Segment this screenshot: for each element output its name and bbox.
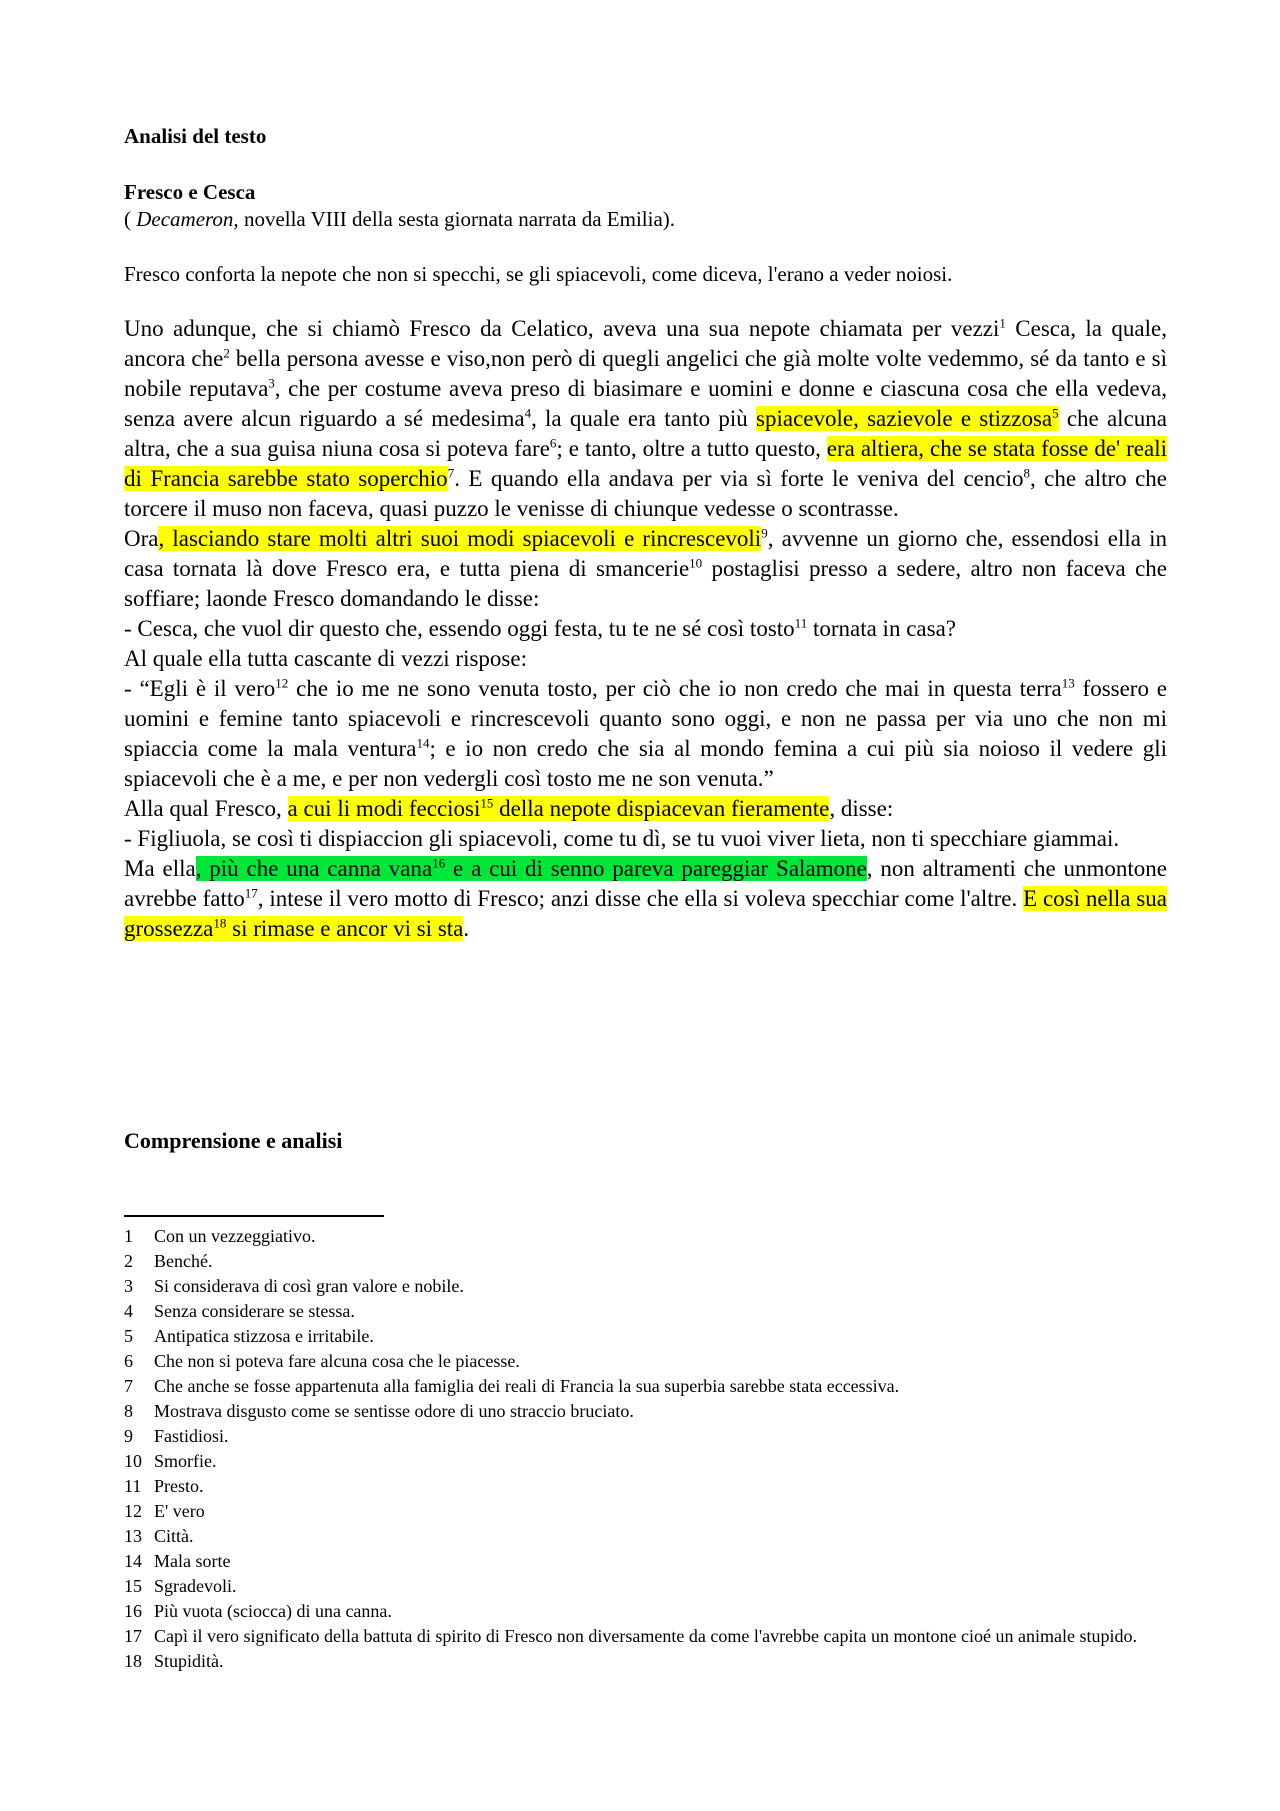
- footnote-number: 12: [124, 1501, 142, 1521]
- text-run: tornata in casa?: [807, 616, 956, 641]
- text-run: che io me ne sono venuta tosto, per ciò che io non credo che mai in questa terra: [288, 676, 1062, 701]
- text-run: , più che una canna vana: [195, 856, 433, 881]
- novella-text: [124, 314, 1167, 944]
- text-run: fossero e uomini e femine tanto spiacevoli e rincrescevoli quanto sono oggi, e non ne passa per via uno che non mi spiaccia come la mala ventura: [124, 676, 1167, 761]
- paragraph-2: [124, 524, 1167, 614]
- footnote-item: [124, 1499, 1167, 1524]
- footnote-number: 13: [124, 1526, 142, 1546]
- footnote-item: [124, 1574, 1167, 1599]
- footnote-ref: 15: [480, 795, 494, 811]
- text-run: Cesca, la quale, ancora che: [124, 316, 1167, 371]
- footnote-text: Stupidità.: [154, 1651, 224, 1671]
- text-run: , la quale era tanto più: [531, 406, 757, 431]
- page-heading: Analisi del testo: [124, 124, 267, 148]
- footnote-number: 9: [124, 1426, 133, 1446]
- text-run: , disse:: [829, 796, 894, 821]
- footnote-text: Presto.: [154, 1476, 204, 1496]
- footnote-separator: [124, 1215, 384, 1217]
- footnote-ref: 3: [268, 375, 275, 391]
- text-run: che alcuna altra, che a sua guisa niuna cosa si poteva fare: [124, 406, 1167, 461]
- yellow-highlight: era altiera, che se stata fosse de' reali di Francia sarebbe stato soperchio: [124, 436, 1167, 491]
- text-run: , non altramenti che unmontone avrebbe fatto: [124, 856, 1167, 911]
- text-run: Uno adunque, che si chiamò Fresco da Celatico, aveva una sua nepote chiamata per vezzi: [124, 316, 1000, 341]
- footnote-text: Sgradevoli.: [154, 1576, 237, 1596]
- yellow-highlight: [288, 796, 830, 821]
- text-run: postaglisi presso a sedere, altro non faceva che soffiare; laonde Fresco domandando le disse:: [124, 556, 1167, 611]
- footnote-ref: 11: [794, 615, 808, 631]
- footnote-number: 5: [124, 1326, 133, 1346]
- footnote-item: [124, 1249, 1167, 1274]
- story-title: Fresco e Cesca: [124, 180, 256, 204]
- paragraph-8: [124, 854, 1167, 944]
- footnote-item: [124, 1424, 1167, 1449]
- text-run: - “Egli è il vero: [124, 676, 276, 701]
- footnote-item: [124, 1349, 1167, 1374]
- yellow-highlight: , lasciando stare molti altri suoi modi spiacevoli e rincrescevoli: [158, 526, 762, 551]
- footnote-number: 3: [124, 1276, 133, 1296]
- footnote-text: Che anche se fosse appartenuta alla famiglia dei reali di Francia la sua superbia sarebbe stata eccessiva.: [154, 1376, 900, 1396]
- text-run: Alla qual Fresco,: [124, 796, 288, 821]
- footnote-item: [124, 1224, 1167, 1249]
- footnote-text: Senza considerare se stessa.: [154, 1301, 355, 1321]
- text-run: , intese il vero motto di Fresco; anzi disse che ella si voleva specchiar come l'altre.: [257, 886, 1024, 911]
- footnote-item: [124, 1624, 1167, 1649]
- source-open: (: [124, 207, 137, 231]
- footnote-text: Benché.: [154, 1251, 213, 1271]
- text-run: ; e tanto, oltre a tutto questo,: [556, 436, 827, 461]
- footnote-text: Antipatica stizzosa e irritabile.: [154, 1326, 374, 1346]
- text-run: E così nella sua grossezza: [124, 886, 1167, 941]
- footnote-text: Si considerava di così gran valore e nobile.: [154, 1276, 464, 1296]
- footnote-item: [124, 1324, 1167, 1349]
- footnote-ref: 9: [761, 525, 768, 541]
- footnote-item: [124, 1524, 1167, 1549]
- story-summary: Fresco conforta la nepote che non si specchi, se gli spiacevoli, come diceva, l'erano a veder noiosi.: [124, 262, 953, 286]
- footnote-number: 18: [124, 1651, 142, 1671]
- text-run: , avvenne un giorno che, essendosi ella in casa tornata là dove Fresco era, e tutta piena di smancerie: [124, 526, 1167, 581]
- footnote-number: 1: [124, 1226, 133, 1246]
- footnote-ref: 18: [213, 915, 227, 931]
- text-run: - Cesca, che vuol dir questo che, essendo oggi festa, tu te ne sé così tosto: [124, 616, 795, 641]
- footnote-item: [124, 1599, 1167, 1624]
- text-run: , che altro che torcere il muso non faceva, quasi puzzo le venisse di chiunque vedesse o scontrasse.: [124, 466, 1168, 521]
- footnote-text: Fastidiosi.: [154, 1426, 229, 1446]
- footnote-ref: 16: [432, 855, 446, 871]
- footnote-text: Mostrava disgusto come se sentisse odore di uno straccio bruciato.: [154, 1401, 634, 1421]
- footnote-ref: 12: [275, 675, 289, 691]
- text-run: a cui li modi fecciosi: [287, 796, 481, 821]
- text-run: . E quando ella andava per via sì forte le veniva del cencio: [454, 466, 1024, 491]
- paragraph-4: Al quale ella tutta cascante di vezzi rispose:: [124, 646, 527, 671]
- footnote-ref: 6: [549, 435, 557, 451]
- footnote-item: [124, 1449, 1167, 1474]
- footnote-number: 17: [124, 1626, 142, 1646]
- footnote-text: Città.: [154, 1526, 194, 1546]
- footnote-ref: 7: [447, 465, 455, 481]
- footnote-item: [124, 1474, 1167, 1499]
- text-run: ; e io non credo che sia al mondo femina a cui più sia noioso il vedere gli spiacevoli che è a me, e per non vedergli così tosto me ne son venuta.”: [124, 736, 1167, 791]
- footnote-text: E' vero: [154, 1501, 205, 1521]
- footnote-list: [124, 1224, 1167, 1674]
- yellow-highlight: [756, 406, 1059, 431]
- footnote-item: [124, 1399, 1167, 1424]
- paragraph-1: [124, 314, 1167, 524]
- footnote-ref: 14: [416, 735, 430, 751]
- source-work: Decameron,: [136, 207, 239, 231]
- source-line: [124, 207, 675, 232]
- text-run: bella persona avesse e viso,non però di quegli angelici che già molte volte vedemmo, sé da tanto e sì nobile reputava: [124, 346, 1167, 401]
- text-run: Ora: [124, 526, 159, 551]
- footnote-text: Smorfie.: [154, 1451, 217, 1471]
- footnote-ref: 4: [524, 405, 532, 421]
- footnote-text: Mala sorte: [154, 1551, 231, 1571]
- section-heading: Comprensione e analisi: [124, 1128, 343, 1153]
- footnote-item: [124, 1299, 1167, 1324]
- text-run: , che per costume aveva preso di biasimare e uomini e donne e ciascuna cosa che ella vedeva, senza avere alcun riguardo a sé medesima: [124, 376, 1167, 431]
- text-run: si rimase e ancor vi si sta: [226, 916, 464, 941]
- footnote-item: [124, 1274, 1167, 1299]
- footnote-ref: 5: [1052, 405, 1059, 421]
- footnote-number: 14: [124, 1551, 142, 1571]
- text-run: Ma ella: [124, 856, 196, 881]
- paragraph-7: - Figliuola, se così ti dispiaccion gli spiacevoli, come tu dì, se tu vuoi viver lieta, non ti specchiare giammai.: [124, 826, 1120, 851]
- footnote-number: 6: [124, 1351, 133, 1371]
- text-run: e a cui di senno pareva pareggiar Salamone: [445, 856, 867, 881]
- paragraph-3: [124, 614, 1167, 644]
- footnote-text: Più vuota (sciocca) di una canna.: [154, 1601, 392, 1621]
- footnote-number: 7: [124, 1376, 133, 1396]
- text-run: spiacevole, sazievole e stizzosa: [756, 406, 1053, 431]
- footnote-number: 15: [124, 1576, 142, 1596]
- footnote-number: 16: [124, 1601, 142, 1621]
- footnote-ref: 10: [689, 555, 703, 571]
- footnote-ref: 8: [1023, 465, 1030, 481]
- footnote-item: [124, 1374, 1167, 1399]
- footnote-text: Con un vezzeggiativo.: [154, 1226, 316, 1246]
- paragraph-6: [124, 794, 1167, 824]
- paragraph-5: [124, 674, 1167, 794]
- source-rest: novella VIII della sesta giornata narrata da Emilia).: [238, 207, 676, 231]
- text-run: .: [463, 916, 470, 941]
- footnote-ref: 1: [999, 315, 1006, 331]
- footnote-item: [124, 1649, 1167, 1674]
- footnote-ref: 17: [244, 885, 258, 901]
- green-highlight: [196, 856, 867, 881]
- footnote-ref: 13: [1061, 675, 1075, 691]
- footnote-ref: 2: [223, 345, 230, 361]
- footnote-number: 8: [124, 1401, 133, 1421]
- footnote-item: [124, 1549, 1167, 1574]
- text-run: della nepote dispiacevan fieramente: [493, 796, 830, 821]
- footnote-text: Che non si poteva fare alcuna cosa che le piacesse.: [154, 1351, 520, 1371]
- footnote-number: 2: [124, 1251, 133, 1271]
- footnote-number: 10: [124, 1451, 142, 1471]
- footnote-text: Capì il vero significato della battuta di spirito di Fresco non diversamente da come l'avrebbe capita un montone cioé un animale stupido.: [154, 1626, 1137, 1646]
- footnote-number: 4: [124, 1301, 133, 1321]
- footnote-number: 11: [124, 1476, 142, 1496]
